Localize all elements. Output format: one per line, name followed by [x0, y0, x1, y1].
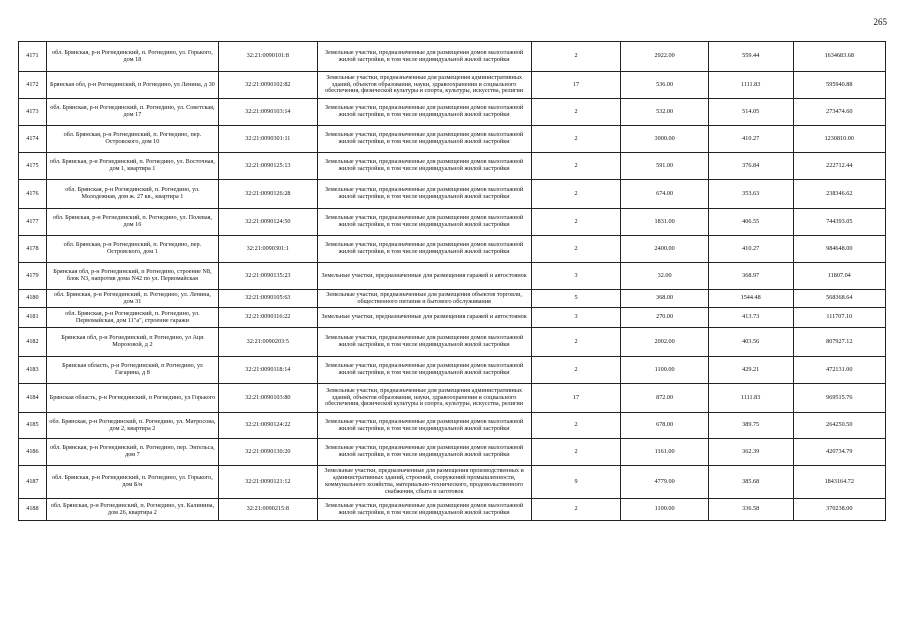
address-cell: Брянская область, р-н Рогнединский, п Рогнедино, ул Горького [46, 384, 218, 413]
address-cell: обл. Брянская, р-н Рогнединский, п. Рогнедино, ул. Молодежная, дом ж. 27 кв., квартира 1 [46, 180, 218, 209]
area-cell: 674.00 [621, 180, 708, 209]
cadastral-number-cell: 32:21:0090102:82 [218, 72, 317, 99]
row-number-cell: 4179 [19, 263, 47, 290]
table-row [19, 384, 886, 413]
table-row [19, 42, 886, 72]
address-cell: обл. Брянская, р-н Рогнединский, п. Рогнедино, ул. Восточная, дом 1, квартира 1 [46, 153, 218, 180]
use-group-cell: 3 [531, 263, 621, 290]
use-group-cell: 2 [531, 439, 621, 466]
specific-value-cell: 413.73 [708, 308, 793, 328]
area-cell: 2400.00 [621, 236, 708, 263]
table-row [19, 153, 886, 180]
cadastral-value-cell: 568368.64 [793, 290, 885, 308]
area-cell: 1161.00 [621, 439, 708, 466]
cadastral-value-cell: 1230810.00 [793, 126, 885, 153]
row-number-cell: 4176 [19, 180, 47, 209]
row-number-cell: 4171 [19, 42, 47, 72]
address-cell: Брянская область, р-н Рогнединский, п Рогнедино, ул Гагарина, д 8 [46, 357, 218, 384]
area-cell: 1831.00 [621, 209, 708, 236]
use-group-cell: 17 [531, 72, 621, 99]
specific-value-cell: 403.56 [708, 328, 793, 357]
address-cell: обл. Брянская, р-н Рогнединский, п. Рогнедино, ул. Полевая, дом 16 [46, 209, 218, 236]
cadastral-number-cell: 32:21:0090301:11 [218, 126, 317, 153]
cadastral-number-cell: 32:21:0090125:13 [218, 153, 317, 180]
cadastral-value-cell: 1843164.72 [793, 466, 885, 499]
specific-value-cell: 353.63 [708, 180, 793, 209]
area-cell: 678.00 [621, 413, 708, 439]
land-use-cell: Земельные участки, предназначенные для размещения домов малоэтажной жилой застройки, в том числе индивидуальной жилой застройки [317, 413, 531, 439]
land-use-cell: Земельные участки, предназначенные для размещения административных зданий, объектов образования, науки, здравоохранения и социального обеспечения, физической культуры и спорта, культуры, искусства, религии [317, 72, 531, 99]
use-group-cell: 2 [531, 42, 621, 72]
cadastral-number-cell: 32:21:0090135:23 [218, 263, 317, 290]
land-use-cell: Земельные участки, предназначенные для размещения домов малоэтажной жилой застройки, в том числе индивидуальной жилой застройки [317, 42, 531, 72]
land-use-cell: Земельные участки, предназначенные для размещения домов малоэтажной жилой застройки, в том числе индивидуальной жилой застройки [317, 180, 531, 209]
cadastral-value-table [18, 41, 886, 521]
cadastral-value-cell: 238346.62 [793, 180, 885, 209]
address-cell: обл. Брянская, р-н Рогнединский, п. Рогнедино, ул. Горького, дом Б/н [46, 466, 218, 499]
table-row [19, 72, 886, 99]
use-group-cell: 2 [531, 328, 621, 357]
area-cell: 2922.00 [621, 42, 708, 72]
specific-value-cell: 1111.83 [708, 72, 793, 99]
cadastral-number-cell: 32:21:0090121:12 [218, 466, 317, 499]
table-row [19, 180, 886, 209]
use-group-cell: 9 [531, 466, 621, 499]
use-group-cell: 2 [531, 126, 621, 153]
page-number: 265 [873, 17, 887, 27]
table-row [19, 328, 886, 357]
row-number-cell: 4177 [19, 209, 47, 236]
cadastral-value-cell: 273474.60 [793, 99, 885, 126]
row-number-cell: 4173 [19, 99, 47, 126]
cadastral-value-cell: 264250.50 [793, 413, 885, 439]
row-number-cell: 4186 [19, 439, 47, 466]
land-use-cell: Земельные участки, предназначенные для размещения объектов торговли, общественного питания и бытового обслуживания [317, 290, 531, 308]
address-cell: Брянская обл, р-н Рогнединский, п Рогнедино, ул Ленина, д 30 [46, 72, 218, 99]
cadastral-value-cell: 744393.05 [793, 209, 885, 236]
row-number-cell: 4185 [19, 413, 47, 439]
land-use-cell: Земельные участки, предназначенные для размещения домов малоэтажной жилой застройки, в том числе индивидуальной жилой застройки [317, 499, 531, 521]
row-number-cell: 4181 [19, 308, 47, 328]
area-cell: 532.00 [621, 99, 708, 126]
row-number-cell: 4180 [19, 290, 47, 308]
land-use-cell: Земельные участки, предназначенные для размещения домов малоэтажной жилой застройки, в том числе индивидуальной жилой застройки [317, 126, 531, 153]
cadastral-value-cell: 222712.44 [793, 153, 885, 180]
specific-value-cell: 1111.83 [708, 384, 793, 413]
use-group-cell: 2 [531, 357, 621, 384]
area-cell: 536.00 [621, 72, 708, 99]
address-cell: обл. Брянская, р-н Рогнединский, п. Рогнедино, ул. Советская, дом 17 [46, 99, 218, 126]
area-cell: 1100.00 [621, 499, 708, 521]
row-number-cell: 4178 [19, 236, 47, 263]
use-group-cell: 2 [531, 180, 621, 209]
cadastral-value-cell: 1634683.68 [793, 42, 885, 72]
cadastral-value-cell: 807927.12 [793, 328, 885, 357]
table-row [19, 263, 886, 290]
table-row [19, 290, 886, 308]
land-use-cell: Земельные участки, предназначенные для размещения гаражей и автостоянок [317, 308, 531, 328]
table-body [19, 42, 886, 521]
cadastral-number-cell: 32:21:0090215:8 [218, 499, 317, 521]
cadastral-value-cell: 11807.04 [793, 263, 885, 290]
cadastral-value-cell: 984648.00 [793, 236, 885, 263]
row-number-cell: 4175 [19, 153, 47, 180]
cadastral-value-cell: 370238.00 [793, 499, 885, 521]
specific-value-cell: 410.27 [708, 236, 793, 263]
table-row [19, 439, 886, 466]
cadastral-number-cell: 32:21:0090124:50 [218, 209, 317, 236]
use-group-cell: 17 [531, 384, 621, 413]
cadastral-number-cell: 32:21:0090105:63 [218, 290, 317, 308]
land-use-cell: Земельные участки, предназначенные для размещения домов малоэтажной жилой застройки, в том числе индивидуальной жилой застройки [317, 209, 531, 236]
area-cell: 368.00 [621, 290, 708, 308]
land-use-cell: Земельные участки, предназначенные для размещения гаражей и автостоянок [317, 263, 531, 290]
address-cell: Брянская обл, р-н Рогнединский, п Рогнедино, ул Аци Морозовой, д 2 [46, 328, 218, 357]
specific-value-cell: 336.58 [708, 499, 793, 521]
address-cell: обл. Брянская, р-н Рогнединский, п. Рогнедино, ул. Матросова, дом 2, квартира 2 [46, 413, 218, 439]
cadastral-number-cell: 32:21:0090126:28 [218, 180, 317, 209]
specific-value-cell: 406.55 [708, 209, 793, 236]
specific-value-cell: 410.27 [708, 126, 793, 153]
address-cell: обл. Брянская, р-н Рогнединский, п. Рогнедино, ул. Первомайская, дом 11"а", строение гаражи [46, 308, 218, 328]
address-cell: обл. Брянская, р-н Рогнединский, п. Рогнедино, пер. Островского, дом 10 [46, 126, 218, 153]
area-cell: 270.00 [621, 308, 708, 328]
cadastral-value-cell: 420734.79 [793, 439, 885, 466]
specific-value-cell: 368.97 [708, 263, 793, 290]
specific-value-cell: 514.05 [708, 99, 793, 126]
address-cell: обл. Брянская, р-н Рогнединский, п. Рогнедино, ул. Калинина, дом 26, квартира 2 [46, 499, 218, 521]
table-row [19, 413, 886, 439]
use-group-cell: 2 [531, 413, 621, 439]
specific-value-cell: 385.68 [708, 466, 793, 499]
area-cell: 591.00 [621, 153, 708, 180]
area-cell: 4779.00 [621, 466, 708, 499]
specific-value-cell: 389.75 [708, 413, 793, 439]
cadastral-number-cell: 32:21:0090101:8 [218, 42, 317, 72]
area-cell: 872.00 [621, 384, 708, 413]
table-row [19, 466, 886, 499]
row-number-cell: 4187 [19, 466, 47, 499]
cadastral-number-cell: 32:21:0090103:80 [218, 384, 317, 413]
table-row [19, 499, 886, 521]
table-row [19, 99, 886, 126]
table-row [19, 209, 886, 236]
specific-value-cell: 376.84 [708, 153, 793, 180]
use-group-cell: 2 [531, 499, 621, 521]
cadastral-number-cell: 32:21:0090203:5 [218, 328, 317, 357]
land-use-cell: Земельные участки, предназначенные для размещения домов малоэтажной жилой застройки, в том числе индивидуальной жилой застройки [317, 236, 531, 263]
address-cell: обл. Брянская, р-н Рогнединский, п. Рогнедино, пер. Энгельса, дом 7 [46, 439, 218, 466]
row-number-cell: 4182 [19, 328, 47, 357]
use-group-cell: 5 [531, 290, 621, 308]
cadastral-value-cell: 472131.00 [793, 357, 885, 384]
use-group-cell: 2 [531, 99, 621, 126]
use-group-cell: 2 [531, 236, 621, 263]
address-cell: Брянская обл, р-н Рогнединский, п Рогнедино, строение N8, блок N3, напротив дома N42 по ул. Первомайская [46, 263, 218, 290]
specific-value-cell: 362.39 [708, 439, 793, 466]
address-cell: обл. Брянская, р-н Рогнединский, п. Рогнедино, пер. Островского, дом 1 [46, 236, 218, 263]
cadastral-number-cell: 32:21:0090118:14 [218, 357, 317, 384]
use-group-cell: 2 [531, 209, 621, 236]
use-group-cell: 2 [531, 153, 621, 180]
land-use-cell: Земельные участки, предназначенные для размещения домов малоэтажной жилой застройки, в том числе индивидуальной жилой застройки [317, 328, 531, 357]
land-use-cell: Земельные участки, предназначенные для размещения домов малоэтажной жилой застройки, в том числе индивидуальной жилой застройки [317, 153, 531, 180]
cadastral-value-cell: 111707.10 [793, 308, 885, 328]
table-row [19, 236, 886, 263]
address-cell: обл. Брянская, р-н Рогнединский, п. Рогнедино, ул. Ленина, дом 31 [46, 290, 218, 308]
table-row [19, 308, 886, 328]
area-cell: 1100.00 [621, 357, 708, 384]
cadastral-number-cell: 32:21:0090116:22 [218, 308, 317, 328]
specific-value-cell: 1544.48 [708, 290, 793, 308]
row-number-cell: 4174 [19, 126, 47, 153]
address-cell: обл. Брянская, р-н Рогнединский, п. Рогнедино, ул. Горького, дом 18 [46, 42, 218, 72]
cadastral-number-cell: 32:21:0090301:1 [218, 236, 317, 263]
land-use-cell: Земельные участки, предназначенные для размещения производственных и административных зданий, строений, сооружений промышленности, коммунального хозяйства, материально-технического, продовольственного снабжения, сбыта и заготовок [317, 466, 531, 499]
row-number-cell: 4184 [19, 384, 47, 413]
area-cell: 2002.00 [621, 328, 708, 357]
cadastral-value-cell: 595940.88 [793, 72, 885, 99]
area-cell: 32.00 [621, 263, 708, 290]
cadastral-number-cell: 32:21:0090103:14 [218, 99, 317, 126]
row-number-cell: 4183 [19, 357, 47, 384]
land-use-cell: Земельные участки, предназначенные для размещения домов малоэтажной жилой застройки, в том числе индивидуальной жилой застройки [317, 357, 531, 384]
cadastral-number-cell: 32:21:0090124:22 [218, 413, 317, 439]
area-cell: 3000.00 [621, 126, 708, 153]
specific-value-cell: 429.21 [708, 357, 793, 384]
row-number-cell: 4188 [19, 499, 47, 521]
specific-value-cell: 559.44 [708, 42, 793, 72]
land-use-cell: Земельные участки, предназначенные для размещения административных зданий, объектов образования, науки, здравоохранения и социального обеспечения, физической культуры и спорта, культуры, искусства, религии [317, 384, 531, 413]
cadastral-value-cell: 969515.76 [793, 384, 885, 413]
use-group-cell: 3 [531, 308, 621, 328]
table-row [19, 126, 886, 153]
cadastral-number-cell: 32:21:0090130:20 [218, 439, 317, 466]
land-use-cell: Земельные участки, предназначенные для размещения домов малоэтажной жилой застройки, в том числе индивидуальной жилой застройки [317, 439, 531, 466]
table-row [19, 357, 886, 384]
land-use-cell: Земельные участки, предназначенные для размещения домов малоэтажной жилой застройки, в том числе индивидуальной жилой застройки [317, 99, 531, 126]
row-number-cell: 4172 [19, 72, 47, 99]
